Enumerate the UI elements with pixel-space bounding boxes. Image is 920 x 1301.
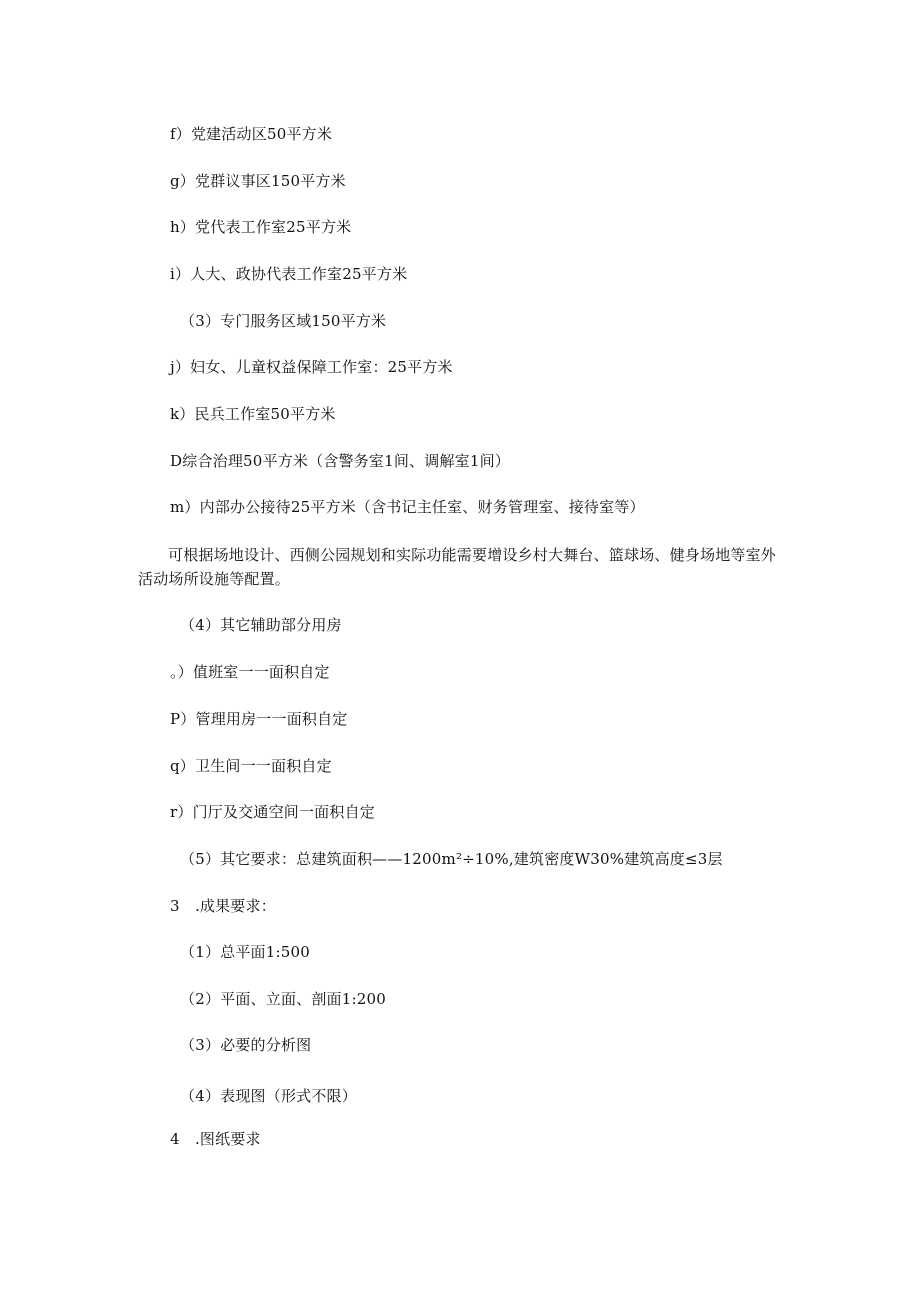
section-heading: （4）其它辅助部分用房 (180, 616, 342, 634)
numbered-heading: 4 .图纸要求 (170, 1130, 261, 1148)
list-item: （2）平面、立面、剖面1:200 (180, 990, 386, 1008)
list-item: （1）总平面1:500 (180, 943, 310, 961)
section-heading: （3）专门服务区域150平方米 (180, 312, 387, 330)
list-item: （4）表现图（形式不限） (180, 1087, 357, 1105)
text-line: i）人大、政协代表工作室25平方米 (170, 265, 408, 283)
text-line: h）党代表工作室25平方米 (170, 218, 352, 236)
text-line: P）管理用房一一面积自定 (170, 710, 348, 728)
section-heading: （5）其它要求：总建筑面积——1200m²÷10%,建筑密度W30%建筑高度≤3层 (180, 850, 723, 868)
text-line: m）内部办公接待25平方米（含书记主任室、财务管理室、接待室等） (170, 498, 645, 516)
numbered-heading: 3 .成果要求： (170, 897, 276, 915)
body-paragraph: 可根据场地设计、西侧公园规划和实际功能需要增设乡村大舞台、篮球场、健身场地等室外活动场所设施等配置。 (138, 546, 777, 588)
text-line: k）民兵工作室50平方米 (170, 405, 336, 423)
text-line: D综合治理50平方米（含警务室1间、调解室1间） (170, 452, 511, 470)
text-line: j）妇女、儿童权益保障工作室：25平方米 (170, 358, 453, 376)
text-line: g）党群议事区150平方米 (170, 172, 346, 190)
text-line: f）党建活动区50平方米 (170, 125, 333, 143)
text-line: r）门厅及交通空间一面积自定 (170, 803, 375, 821)
text-line: q）卫生间一一面积自定 (170, 757, 332, 775)
list-item: （3）必要的分析图 (180, 1036, 312, 1054)
text-line: 。）值班室一一面积自定 (170, 663, 330, 681)
